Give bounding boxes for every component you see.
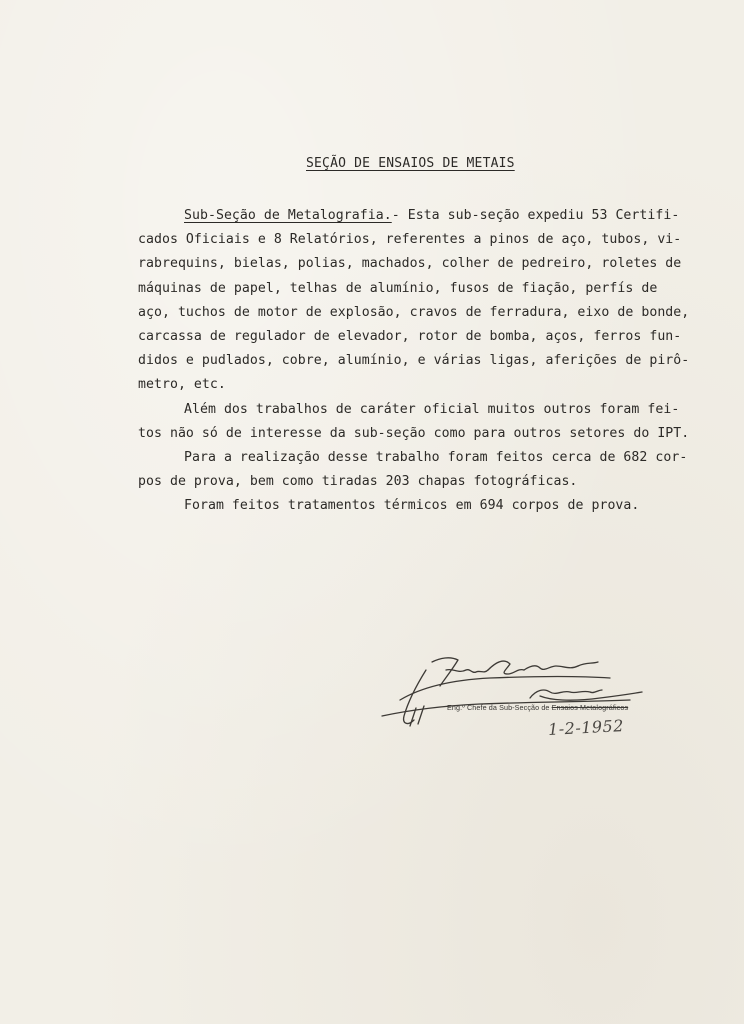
document-body [138, 204, 738, 518]
text-line: rabrequins, bielas, polias, machados, colher de pedreiro, roletes de [138, 256, 682, 272]
paragraph-3-line-1 [138, 446, 738, 470]
page-title: SEÇÃO DE ENSAIOS DE METAIS [306, 156, 515, 171]
signature-title: Eng.º Chefe da Sub-Secção de [447, 703, 550, 712]
text-line: Foram feitos tratamentos térmicos em 694 corpos de prova. [184, 498, 640, 514]
paragraph-1-line-4 [138, 277, 738, 301]
paragraph-4-line-1 [138, 494, 738, 518]
text-line: Além dos trabalhos de caráter oficial muitos outros foram fei- [184, 401, 680, 417]
paragraph-2-line-1 [138, 398, 738, 422]
paragraph-2-line-2 [138, 422, 738, 446]
text-line: cados Oficiais e 8 Relatórios, referentes a pinos de aço, tubos, vi- [138, 232, 682, 248]
handwritten-date: 1-2-1952 [547, 716, 625, 739]
text-line: aço, tuchos de motor de explosão, cravos de ferradura, eixo de bonde, [138, 304, 690, 320]
signature-title-struck: Ensaios Metalográficos [551, 703, 629, 712]
paragraph-1-line-1 [138, 204, 738, 228]
paragraph-1-line-5 [138, 301, 738, 325]
text-line: - Esta sub-seção expediu 53 Certifi- [391, 208, 680, 223]
paragraph-1-line-6 [138, 325, 738, 349]
signature-caption [447, 703, 628, 712]
section-heading: Sub-Seção de Metalografia. [184, 208, 392, 223]
paragraph-1-line-7 [138, 349, 738, 373]
paragraph-1-line-3 [138, 252, 738, 276]
text-line: carcassa de regulador de elevador, rotor de bomba, aços, ferros fun- [138, 328, 682, 344]
paragraph-3-line-2 [138, 470, 738, 494]
text-line: tos não só de interesse da sub-seção como para outros setores do IPT. [138, 425, 690, 441]
text-line: pos de prova, bem como tiradas 203 chapas fotográficas. [138, 474, 578, 490]
paragraph-1-line-8 [138, 373, 738, 397]
text-line: metro, etc. [138, 377, 226, 393]
text-line: máquinas de papel, telhas de alumínio, fusos de fiação, perfís de [138, 280, 658, 296]
paragraph-1-line-2 [138, 228, 738, 252]
handwritten-signature [380, 640, 700, 750]
text-line: Para a realização desse trabalho foram feitos cerca de 682 cor- [184, 449, 688, 465]
text-line: didos e pudlados, cobre, alumínio, e várias ligas, aferições de pirô- [138, 353, 690, 369]
